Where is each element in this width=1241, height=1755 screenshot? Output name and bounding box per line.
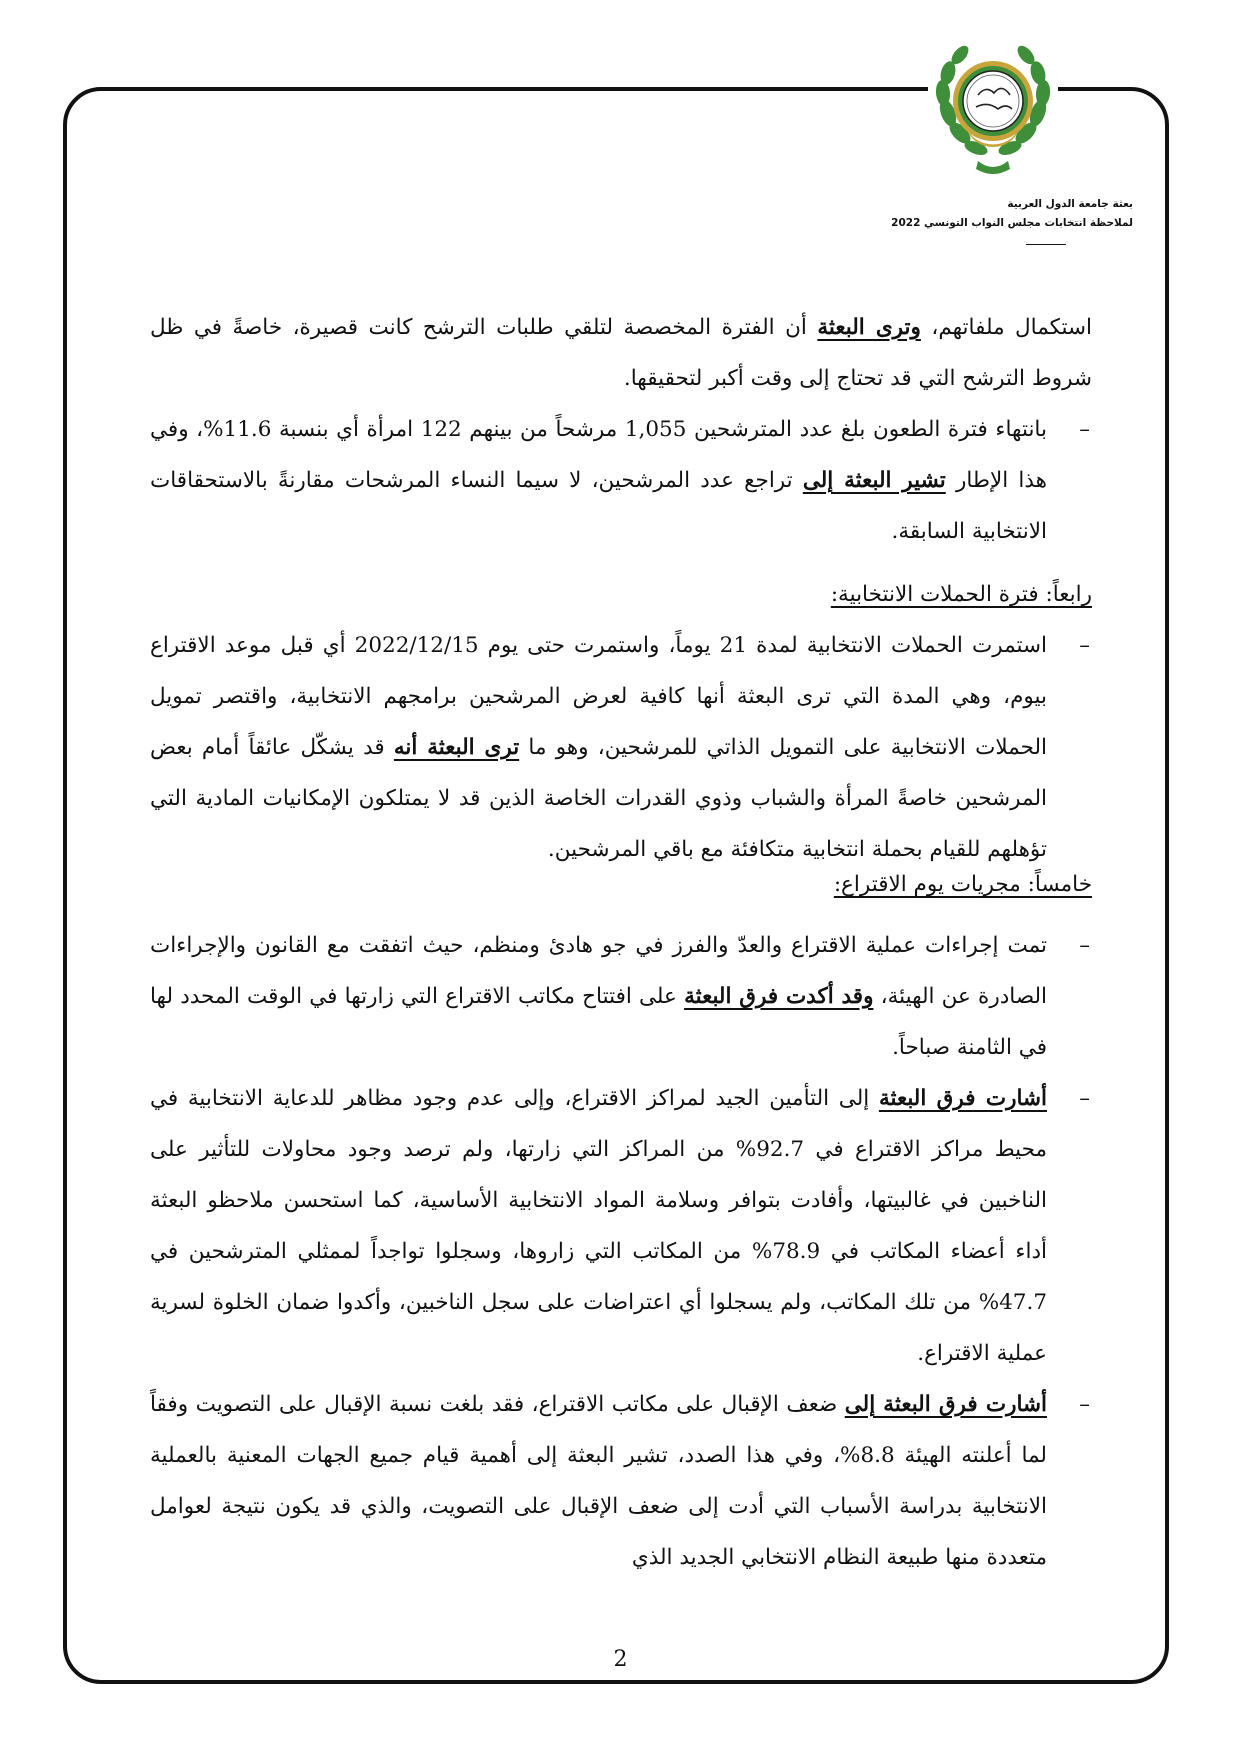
bullet-campaign: – استمرت الحملات الانتخابية لمدة 21 يوماً، واستمرت حتى يوم 2022/12/15 أي قبل موعد الاقتراع بيوم، وهي المدة التي ترى البعثة أنها كافية لعرض المرشحين برامجهم الانتخابية، واقتصر تمويل الحملات الانتخابية على التمويل الذاتي للمرشحين، وهو ما ترى البعثة أنه قد يشكّل عائقاً أمام بعض المرشحين خاصةً المرأة والشباب وذوي القدرات الخاصة الذين قد لا يمتلكون الإمكانيات المادية التي تؤهلهم للقيام بحملة انتخابية متكافئة مع باقي المرشحين. [150, 620, 1092, 875]
emphasis-text: أشارت فرق البعثة إلى [844, 1392, 1047, 1417]
emphasis-text: تشير البعثة إلى [802, 468, 946, 493]
mission-line-2: لملاحظة انتخابات مجلس النواب التونسي 2022 [891, 217, 1133, 229]
bullet-voting: – تمت إجراءات عملية الاقتراع والعدّ والفرز في جو هادئ ومنظم، حيث اتفقت مع القانون والإجراءات الصادرة عن الهيئة، وقد أكدت فرق البعثة على افتتاح مكاتب الاقتراع التي زارتها في الوقت المحدد لها في الثامنة صباحاً. [150, 920, 1092, 1073]
bullet-turnout: – أشارت فرق البعثة إلى ضعف الإقبال على مكاتب الاقتراع، فقد بلغت نسبة الإقبال على التصويت وفقاً لما أعلنته الهيئة 8.8%، وفي هذا الصدد، تشير البعثة إلى أهمية قيام جميع الجهات المعنية بالعملية الانتخابية بدراسة الأسباب التي أدت إلى ضعف الإقبال على التصويت، والذي قد يكون نتيجة لعوامل متعددة منها طبيعة النظام الانتخابي الجديد الذي [150, 1379, 1092, 1583]
emphasis-text: وقد أكدت فرق البعثة [684, 984, 874, 1009]
bullet-dash: – [1079, 1086, 1090, 1111]
bullet-dash: – [1079, 633, 1090, 658]
page-number: 2 [613, 1647, 628, 1672]
emphasis-text: ترى البعثة أنه [393, 735, 520, 760]
bullet-candidates: – بانتهاء فترة الطعون بلغ عدد المترشحين 1,055 مرشحاً من بينهم 122 امرأة أي بنسبة 11.6%، وفي هذا الإطار تشير البعثة إلى تراجع عدد المرشحين، لا سيما النساء المرشحات مقارنةً بالاستحقاقات الانتخابية السابقة. [150, 404, 1092, 557]
document-body [150, 302, 1092, 1583]
section-4-heading: رابعاً: فترة الحملات الانتخابية: [830, 582, 1092, 607]
section-5-heading: خامساً: مجريات يوم الاقتراع: [833, 872, 1092, 897]
bullet-security: – أشارت فرق البعثة إلى التأمين الجيد لمراكز الاقتراع، وإلى عدم وجود مظاهر للدعاية الانتخابية في محيط مراكز الاقتراع في 92.7% من المراكز التي زارتها، ولم ترصد وجود محاولات للتأثير على الناخبين في غالبيتها، وأفادت بتوافر وسلامة المواد الانتخابية الأساسية، كما استحسن ملاحظو البعثة أداء أعضاء المكاتب في 78.9% من المكاتب التي زاروها، وسجلوا تواجداً لممثلي المترشحين في 47.7% من تلك المكاتب، ولم يسجلوا أي اعتراضات على سجل الناخبين، وأكدوا ضمان الخلوة لسرية عملية الاقتراع. [150, 1073, 1092, 1379]
header-underline [1026, 244, 1066, 245]
emphasis-text: أشارت فرق البعثة [878, 1086, 1047, 1111]
mission-line-1: بعثة جامعة الدول العربية [1007, 198, 1133, 210]
continuation-paragraph: استكمال ملفاتهم، وترى البعثة أن الفترة المخصصة لتلقي طلبات الترشح كانت قصيرة، خاصةً في ظل شروط الترشح التي قد تحتاج إلى وقت أكبر لتحقيقها. [150, 315, 1093, 391]
bullet-dash: – [1079, 1392, 1090, 1417]
mission-header [813, 195, 1133, 233]
bullet-dash: – [1079, 417, 1090, 442]
arab-league-emblem [928, 33, 1058, 183]
bullet-dash: – [1079, 933, 1090, 958]
emphasis-text: وترى البعثة [817, 315, 921, 340]
